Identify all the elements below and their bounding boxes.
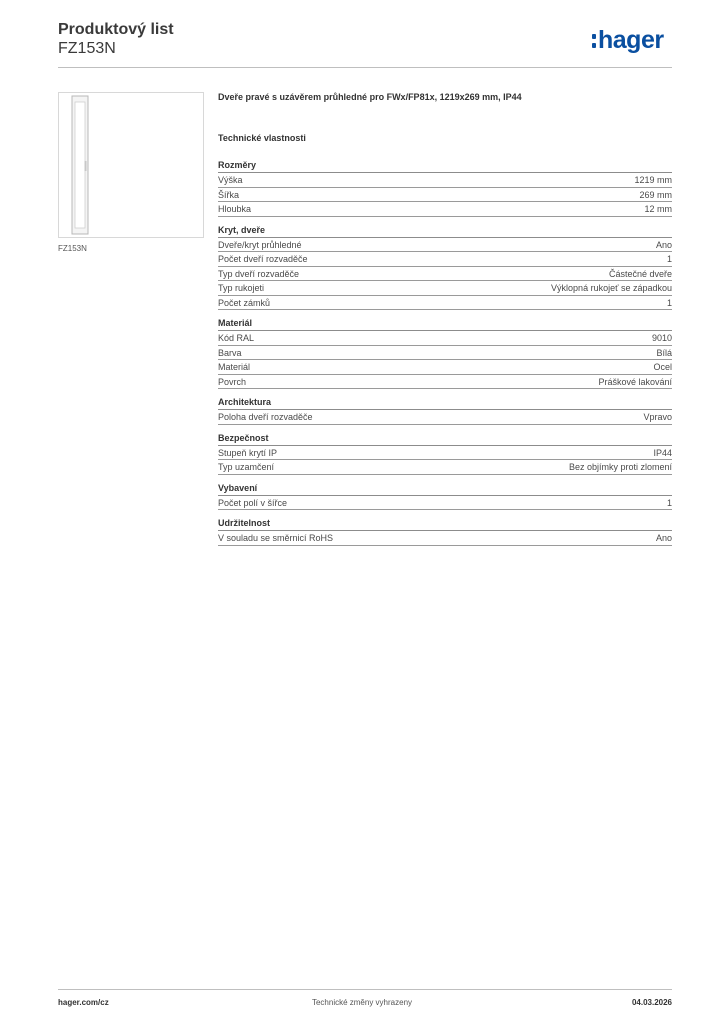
door-panel-icon [59, 93, 203, 237]
spec-section [218, 317, 672, 389]
spec-label: Barva [218, 347, 242, 358]
section-title: Bezpečnost [218, 432, 672, 446]
spec-section [218, 482, 672, 511]
spec-value: 9010 [651, 333, 672, 343]
spec-value: Ano [655, 239, 672, 250]
spec-row [218, 446, 672, 461]
spec-row [218, 173, 672, 188]
section-title: Vybavení [218, 482, 672, 496]
spec-label: Počet dveří rozvaděče [218, 254, 308, 264]
spec-value: Práškové lakování [598, 376, 672, 387]
spec-label: Kód RAL [218, 333, 255, 343]
spec-section [218, 224, 672, 311]
spec-row [218, 188, 672, 203]
section-title: Udržitelnost [218, 517, 672, 531]
spec-row [218, 460, 672, 475]
spec-value: 1 [666, 254, 672, 264]
spec-section [218, 159, 672, 217]
spec-value: Ocel [653, 362, 672, 372]
hager-logo[interactable] [592, 28, 664, 53]
section-title: Materiál [218, 317, 672, 331]
spec-value: Bílá [656, 347, 672, 358]
spec-value: 1 [666, 297, 672, 308]
spec-content [218, 92, 672, 553]
spec-label: Materiál [218, 362, 251, 372]
spec-row [218, 331, 672, 346]
spec-row [218, 360, 672, 375]
spec-row [218, 238, 672, 253]
image-caption: FZ153N [58, 244, 87, 253]
spec-section [218, 517, 672, 546]
footer-website[interactable]: hager.com/cz [58, 998, 109, 1007]
product-description: Dveře pravé s uzávěrem průhledné pro FWx/FP81x, 1219x269 mm, IP44 [218, 92, 522, 102]
logo-colon-mark [592, 32, 596, 49]
section-title: Architektura [218, 396, 672, 410]
spec-row [218, 281, 672, 296]
spec-row [218, 375, 672, 390]
spec-section [218, 396, 672, 425]
spec-label: Výška [218, 175, 243, 185]
spec-label: Typ uzamčení [218, 462, 275, 472]
spec-label: Poloha dveří rozvaděče [218, 412, 313, 422]
tech-properties-title: Technické vlastnosti [218, 133, 306, 143]
section-title: Rozměry [218, 159, 672, 173]
spec-row [218, 496, 672, 511]
spec-label: Povrch [218, 376, 247, 387]
spec-value: 1219 mm [634, 175, 672, 185]
spec-row [218, 252, 672, 267]
spec-value: Výklopná rukojeť se západkou [551, 283, 672, 293]
logo-text: hager [598, 26, 664, 54]
spec-label: Stupeň krytí IP [218, 447, 278, 458]
spec-label: Počet polí v šířce [218, 497, 288, 508]
spec-value: 1 [666, 497, 672, 508]
product-image [58, 92, 204, 238]
spec-row [218, 410, 672, 425]
section-title: Kryt, dveře [218, 224, 672, 238]
spec-section [218, 432, 672, 475]
spec-value: Bez objímky proti zlomení [568, 462, 672, 472]
spec-label: Typ dveří rozvaděče [218, 268, 300, 279]
header-divider [58, 67, 672, 68]
page-title: Produktový list [58, 21, 174, 38]
spec-label: Šířka [218, 189, 240, 200]
spec-label: Typ rukojeti [218, 283, 265, 293]
footer-note: Technické změny vyhrazeny [311, 998, 413, 1007]
spec-row [218, 531, 672, 546]
spec-value: Částečné dveře [608, 268, 672, 279]
footer-date: 04.03.2026 [631, 998, 672, 1007]
spec-label: Dveře/kryt průhledné [218, 239, 302, 250]
spec-value: Vpravo [643, 412, 672, 422]
spec-value: 12 mm [644, 204, 672, 214]
spec-label: Hloubka [218, 204, 252, 214]
spec-row [218, 296, 672, 311]
spec-row [218, 346, 672, 361]
product-code: FZ153N [58, 40, 116, 57]
spec-value: Ano [655, 533, 672, 543]
footer-divider [58, 989, 672, 990]
spec-row [218, 267, 672, 282]
spec-value: 269 mm [639, 189, 672, 200]
spec-label: V souladu se směrnicí RoHS [218, 533, 334, 543]
spec-label: Počet zámků [218, 297, 271, 308]
spec-row [218, 202, 672, 217]
spec-value: IP44 [653, 447, 672, 458]
spec-sections [218, 159, 672, 546]
